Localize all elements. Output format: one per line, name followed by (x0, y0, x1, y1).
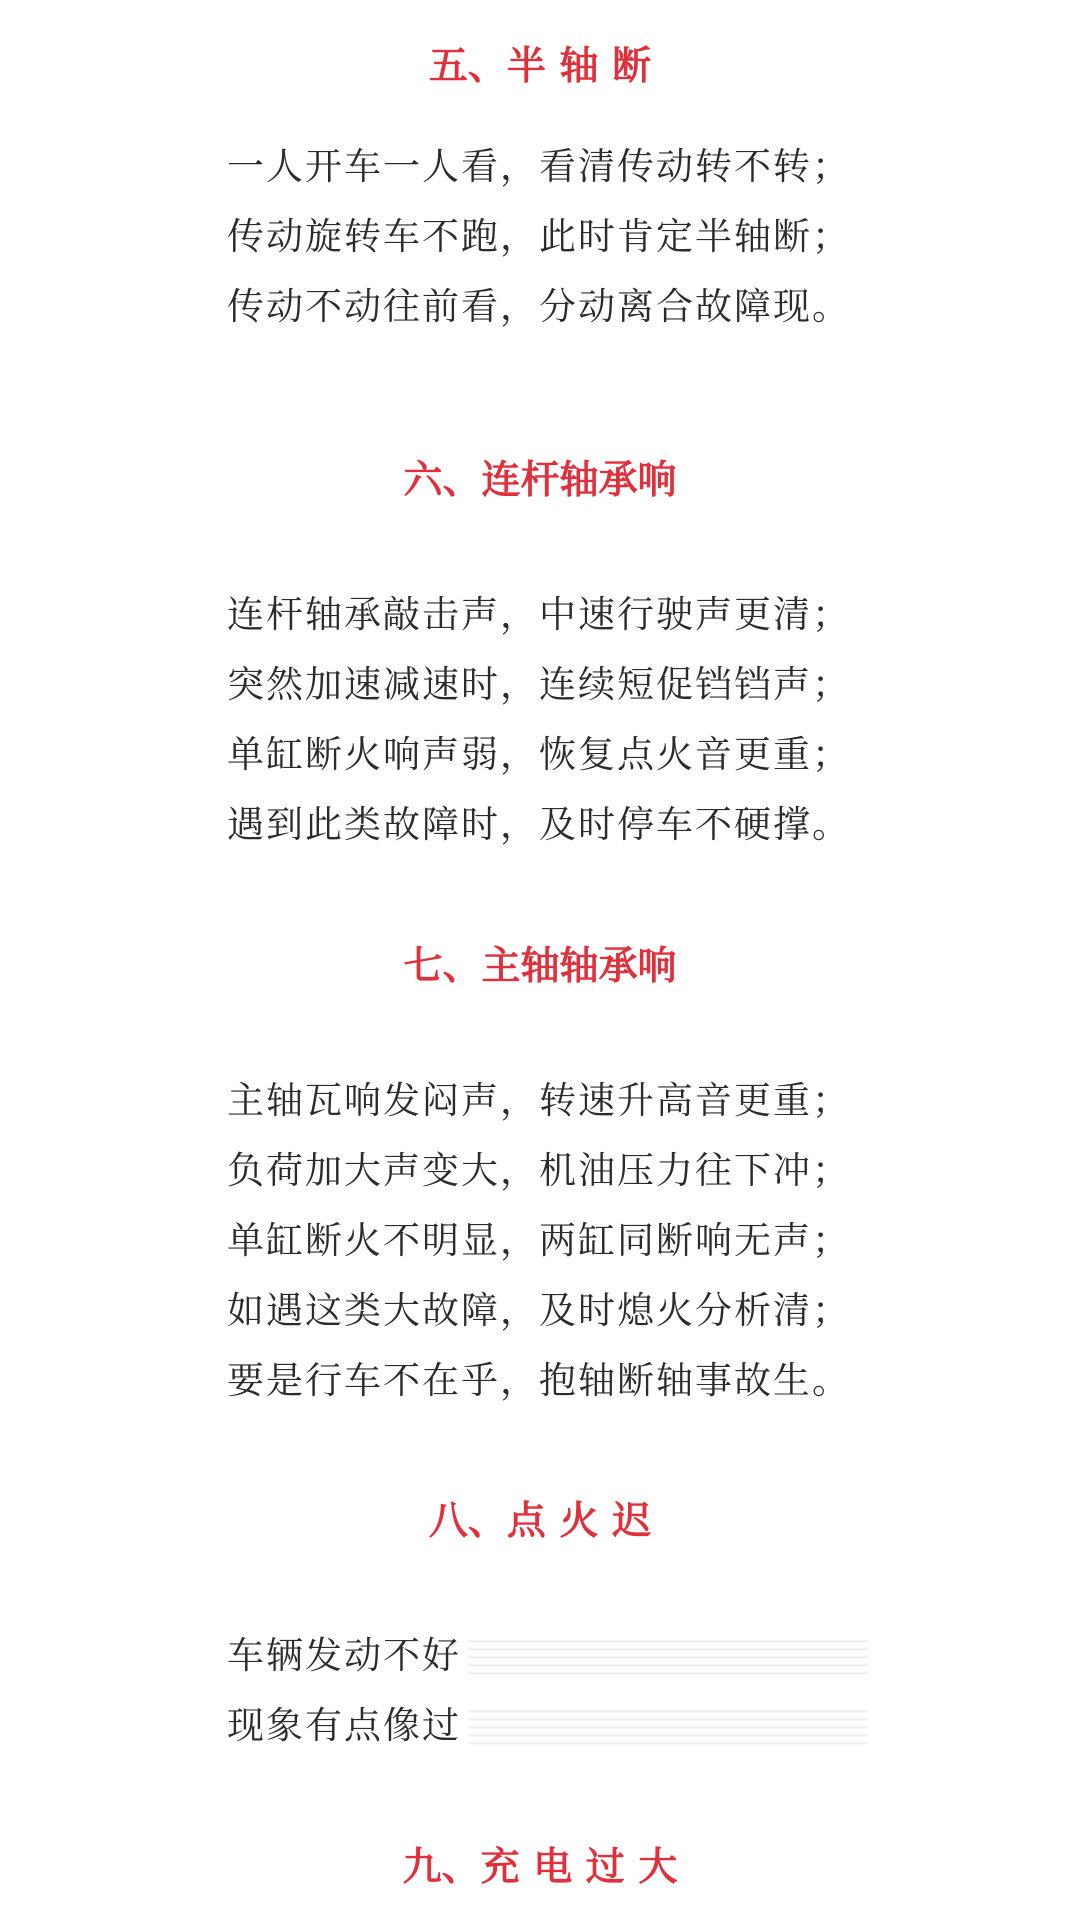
verse-line: 要是行车不在乎，抱轴断轴事故生。 (227, 1359, 851, 1402)
verse-line: 传动旋转车不跑，此时肯定半轴断； (227, 215, 851, 258)
section-heading-5: 五、半 轴 断 (428, 44, 652, 89)
blur-overlay (468, 1705, 868, 1749)
verse-line: 单缸断火不明显，两缸同断响无声； (227, 1219, 851, 1262)
verse-line: 主轴瓦响发闷声，转速升高音更重； (227, 1079, 851, 1122)
verse-line: 遇到此类故障时，及时停车不硬撑。 (227, 803, 851, 846)
verse-line: 如遇这类大故障，及时熄火分析清； (227, 1289, 851, 1332)
section-heading-8: 八、点 火 迟 (428, 1499, 652, 1544)
verse-line-truncated: 车辆发动不好 (227, 1634, 461, 1677)
section-heading-9: 九、充 电 过 大 (402, 1845, 678, 1890)
verse-line: 一人开车一人看，看清传动转不转； (227, 145, 851, 188)
verse-line: 传动不动往前看，分动离合故障现。 (227, 285, 851, 328)
verse-line: 单缸断火响声弱，恢复点火音更重； (227, 733, 851, 776)
section-heading-6: 六、连杆轴承响 (403, 458, 677, 503)
verse-line: 突然加速减速时，连续短促铛铛声； (227, 663, 851, 706)
verse-line: 连杆轴承敲击声，中速行驶声更清； (227, 593, 851, 636)
section-heading-7: 七、主轴轴承响 (403, 944, 677, 989)
verse-line-truncated: 现象有点像过 (227, 1704, 461, 1747)
blur-overlay (468, 1635, 868, 1679)
verse-line: 负荷加大声变大，机油压力往下冲； (227, 1149, 851, 1192)
